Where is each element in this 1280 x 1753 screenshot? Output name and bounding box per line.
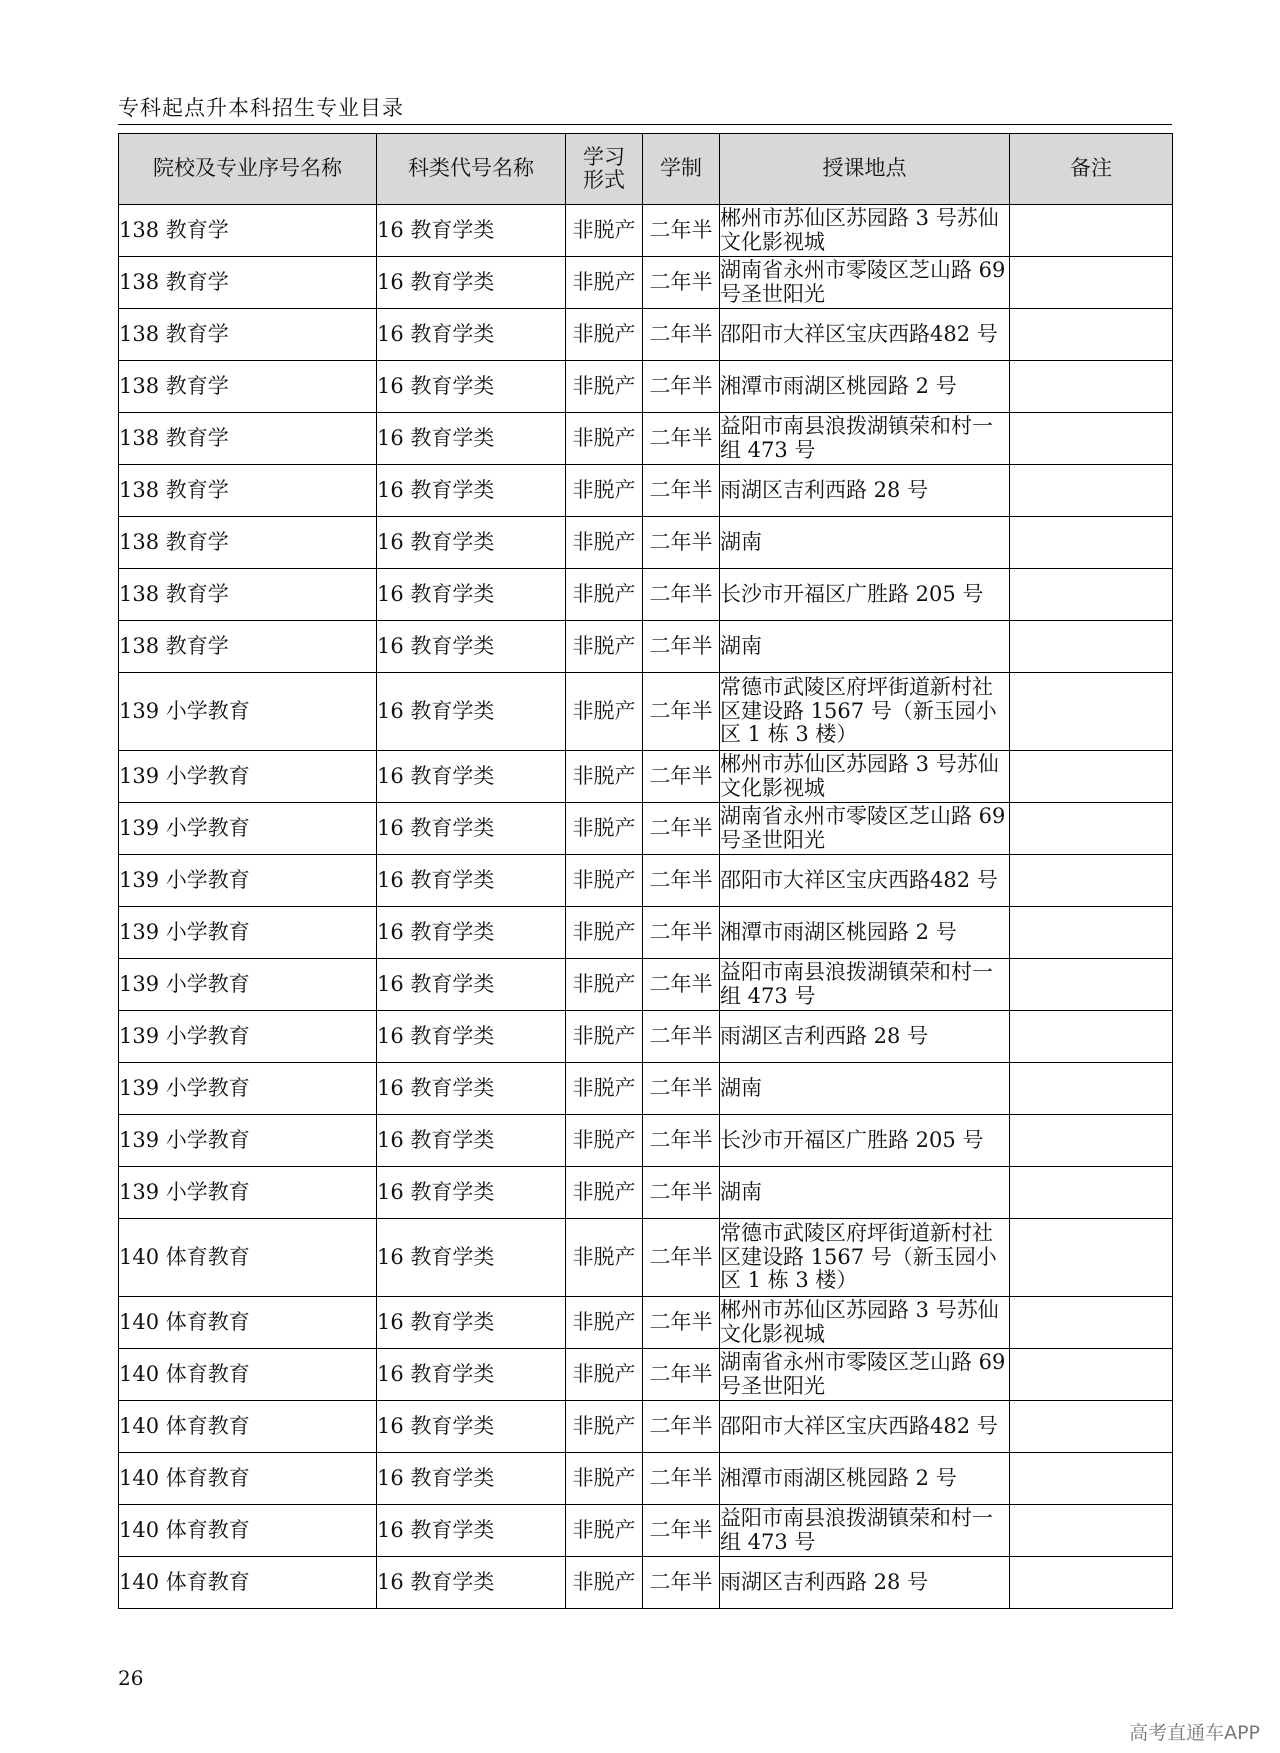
subject-cell: 16 教育学类 [377,1219,566,1297]
header-duration: 学制 [643,134,720,205]
notes-cell [1010,1167,1173,1219]
duration-cell: 二年半 [643,1297,720,1349]
form-cell: 非脱产 [566,361,643,413]
subject-cell: 16 教育学类 [377,907,566,959]
subject-cell: 16 教育学类 [377,1297,566,1349]
major-catalog-table [118,133,1173,1609]
major-cell: 138 教育学 [119,257,377,309]
notes-cell [1010,855,1173,907]
subject-cell: 16 教育学类 [377,621,566,673]
duration-cell: 二年半 [643,855,720,907]
subject-cell: 16 教育学类 [377,1453,566,1505]
notes-cell [1010,257,1173,309]
major-cell: 139 小学教育 [119,855,377,907]
major-cell: 138 教育学 [119,569,377,621]
subject-cell: 16 教育学类 [377,569,566,621]
subject-cell: 16 教育学类 [377,751,566,803]
notes-cell [1010,1505,1173,1557]
duration-cell: 二年半 [643,205,720,257]
location-cell: 郴州市苏仙区苏园路 3 号苏仙文化影视城 [720,205,1010,257]
table-row [119,1401,1173,1453]
form-cell: 非脱产 [566,1557,643,1609]
major-cell: 139 小学教育 [119,803,377,855]
form-cell: 非脱产 [566,257,643,309]
location-cell: 湖南省永州市零陵区芝山路 69 号圣世阳光 [720,803,1010,855]
subject-cell: 16 教育学类 [377,309,566,361]
location-cell: 湖南省永州市零陵区芝山路 69 号圣世阳光 [720,1349,1010,1401]
subject-cell: 16 教育学类 [377,465,566,517]
major-cell: 140 体育教育 [119,1453,377,1505]
notes-cell [1010,361,1173,413]
table-row [119,1557,1173,1609]
duration-cell: 二年半 [643,1115,720,1167]
duration-cell: 二年半 [643,1167,720,1219]
notes-cell [1010,959,1173,1011]
notes-cell [1010,205,1173,257]
duration-cell: 二年半 [643,959,720,1011]
subject-cell: 16 教育学类 [377,673,566,751]
header-major: 院校及专业序号名称 [119,134,377,205]
duration-cell: 二年半 [643,517,720,569]
table-row [119,1115,1173,1167]
major-cell: 139 小学教育 [119,751,377,803]
header-subject: 科类代号名称 [377,134,566,205]
table-row [119,413,1173,465]
notes-cell [1010,1557,1173,1609]
table-row [119,1011,1173,1063]
major-cell: 139 小学教育 [119,1167,377,1219]
location-cell: 长沙市开福区广胜路 205 号 [720,569,1010,621]
table-row [119,803,1173,855]
duration-cell: 二年半 [643,1011,720,1063]
table-row [119,855,1173,907]
subject-cell: 16 教育学类 [377,959,566,1011]
location-cell: 常德市武陵区府坪街道新村社区建设路 1567 号（新玉园小区 1 栋 3 楼） [720,673,1010,751]
form-cell: 非脱产 [566,1505,643,1557]
subject-cell: 16 教育学类 [377,517,566,569]
major-cell: 139 小学教育 [119,1063,377,1115]
notes-cell [1010,413,1173,465]
page-header-title: 专科起点升本科招生专业目录 [118,96,404,120]
location-cell: 雨湖区吉利西路 28 号 [720,1011,1010,1063]
form-cell: 非脱产 [566,1401,643,1453]
header-form: 学习形式 [566,134,643,205]
form-cell: 非脱产 [566,1167,643,1219]
major-cell: 140 体育教育 [119,1219,377,1297]
location-cell: 湖南 [720,1167,1010,1219]
notes-cell [1010,1115,1173,1167]
table-row [119,257,1173,309]
table-row [119,1219,1173,1297]
location-cell: 邵阳市大祥区宝庆西路482 号 [720,855,1010,907]
notes-cell [1010,751,1173,803]
notes-cell [1010,621,1173,673]
table-row [119,959,1173,1011]
table-row [119,1297,1173,1349]
table-row [119,205,1173,257]
major-cell: 140 体育教育 [119,1297,377,1349]
table-row [119,1063,1173,1115]
notes-cell [1010,1063,1173,1115]
notes-cell [1010,673,1173,751]
subject-cell: 16 教育学类 [377,1063,566,1115]
duration-cell: 二年半 [643,803,720,855]
duration-cell: 二年半 [643,1453,720,1505]
major-cell: 140 体育教育 [119,1505,377,1557]
table-header [119,134,1173,205]
major-cell: 139 小学教育 [119,959,377,1011]
notes-cell [1010,907,1173,959]
duration-cell: 二年半 [643,257,720,309]
subject-cell: 16 教育学类 [377,1115,566,1167]
subject-cell: 16 教育学类 [377,1401,566,1453]
duration-cell: 二年半 [643,621,720,673]
table-row [119,569,1173,621]
location-cell: 湖南 [720,621,1010,673]
table-row [119,1349,1173,1401]
major-cell: 140 体育教育 [119,1401,377,1453]
subject-cell: 16 教育学类 [377,1505,566,1557]
duration-cell: 二年半 [643,1401,720,1453]
duration-cell: 二年半 [643,1219,720,1297]
table-row [119,1167,1173,1219]
table-body [119,205,1173,1609]
form-cell: 非脱产 [566,959,643,1011]
major-cell: 138 教育学 [119,309,377,361]
table-row [119,1505,1173,1557]
notes-cell [1010,803,1173,855]
subject-cell: 16 教育学类 [377,361,566,413]
table-row [119,621,1173,673]
form-cell: 非脱产 [566,569,643,621]
form-cell: 非脱产 [566,803,643,855]
form-cell: 非脱产 [566,621,643,673]
subject-cell: 16 教育学类 [377,1349,566,1401]
header-location: 授课地点 [720,134,1010,205]
notes-cell [1010,1011,1173,1063]
watermark: 高考直通车APP [1129,1722,1260,1744]
form-cell: 非脱产 [566,673,643,751]
location-cell: 常德市武陵区府坪街道新村社区建设路 1567 号（新玉园小区 1 栋 3 楼） [720,1219,1010,1297]
header-divider [118,124,1172,125]
major-cell: 139 小学教育 [119,907,377,959]
table-row [119,309,1173,361]
location-cell: 湖南 [720,1063,1010,1115]
notes-cell [1010,1453,1173,1505]
notes-cell [1010,1349,1173,1401]
form-cell: 非脱产 [566,1115,643,1167]
form-cell: 非脱产 [566,1219,643,1297]
table-row [119,751,1173,803]
location-cell: 邵阳市大祥区宝庆西路482 号 [720,309,1010,361]
form-cell: 非脱产 [566,907,643,959]
location-cell: 郴州市苏仙区苏园路 3 号苏仙文化影视城 [720,1297,1010,1349]
duration-cell: 二年半 [643,751,720,803]
header-notes: 备注 [1010,134,1173,205]
subject-cell: 16 教育学类 [377,257,566,309]
location-cell: 湖南省永州市零陵区芝山路 69 号圣世阳光 [720,257,1010,309]
subject-cell: 16 教育学类 [377,855,566,907]
subject-cell: 16 教育学类 [377,1011,566,1063]
duration-cell: 二年半 [643,1505,720,1557]
subject-cell: 16 教育学类 [377,1557,566,1609]
table-row [119,673,1173,751]
form-cell: 非脱产 [566,517,643,569]
notes-cell [1010,517,1173,569]
duration-cell: 二年半 [643,1063,720,1115]
location-cell: 益阳市南县浪拨湖镇荣和村一组 473 号 [720,959,1010,1011]
table-row [119,361,1173,413]
form-cell: 非脱产 [566,855,643,907]
form-cell: 非脱产 [566,1297,643,1349]
subject-cell: 16 教育学类 [377,205,566,257]
form-cell: 非脱产 [566,465,643,517]
major-cell: 140 体育教育 [119,1349,377,1401]
duration-cell: 二年半 [643,361,720,413]
location-cell: 邵阳市大祥区宝庆西路482 号 [720,1401,1010,1453]
notes-cell [1010,1297,1173,1349]
duration-cell: 二年半 [643,309,720,361]
duration-cell: 二年半 [643,907,720,959]
major-cell: 138 教育学 [119,413,377,465]
location-cell: 郴州市苏仙区苏园路 3 号苏仙文化影视城 [720,751,1010,803]
table-row [119,517,1173,569]
duration-cell: 二年半 [643,569,720,621]
location-cell: 湖南 [720,517,1010,569]
notes-cell [1010,1401,1173,1453]
notes-cell [1010,1219,1173,1297]
form-cell: 非脱产 [566,205,643,257]
form-cell: 非脱产 [566,413,643,465]
location-cell: 长沙市开福区广胜路 205 号 [720,1115,1010,1167]
location-cell: 湘潭市雨湖区桃园路 2 号 [720,907,1010,959]
form-cell: 非脱产 [566,1063,643,1115]
table-row [119,465,1173,517]
notes-cell [1010,569,1173,621]
header-row [119,134,1173,205]
form-cell: 非脱产 [566,309,643,361]
major-cell: 138 教育学 [119,465,377,517]
duration-cell: 二年半 [643,1557,720,1609]
major-cell: 138 教育学 [119,621,377,673]
major-cell: 140 体育教育 [119,1557,377,1609]
table-row [119,1453,1173,1505]
duration-cell: 二年半 [643,465,720,517]
major-cell: 139 小学教育 [119,1011,377,1063]
form-cell: 非脱产 [566,1453,643,1505]
table-row [119,907,1173,959]
subject-cell: 16 教育学类 [377,803,566,855]
location-cell: 湘潭市雨湖区桃园路 2 号 [720,361,1010,413]
subject-cell: 16 教育学类 [377,1167,566,1219]
location-cell: 雨湖区吉利西路 28 号 [720,1557,1010,1609]
form-cell: 非脱产 [566,751,643,803]
page-number: 26 [118,1666,144,1690]
major-cell: 138 教育学 [119,205,377,257]
duration-cell: 二年半 [643,413,720,465]
form-cell: 非脱产 [566,1011,643,1063]
major-cell: 139 小学教育 [119,673,377,751]
location-cell: 益阳市南县浪拨湖镇荣和村一组 473 号 [720,413,1010,465]
notes-cell [1010,309,1173,361]
major-cell: 138 教育学 [119,517,377,569]
duration-cell: 二年半 [643,673,720,751]
location-cell: 益阳市南县浪拨湖镇荣和村一组 473 号 [720,1505,1010,1557]
major-cell: 139 小学教育 [119,1115,377,1167]
location-cell: 湘潭市雨湖区桃园路 2 号 [720,1453,1010,1505]
notes-cell [1010,465,1173,517]
subject-cell: 16 教育学类 [377,413,566,465]
form-cell: 非脱产 [566,1349,643,1401]
major-cell: 138 教育学 [119,361,377,413]
location-cell: 雨湖区吉利西路 28 号 [720,465,1010,517]
duration-cell: 二年半 [643,1349,720,1401]
